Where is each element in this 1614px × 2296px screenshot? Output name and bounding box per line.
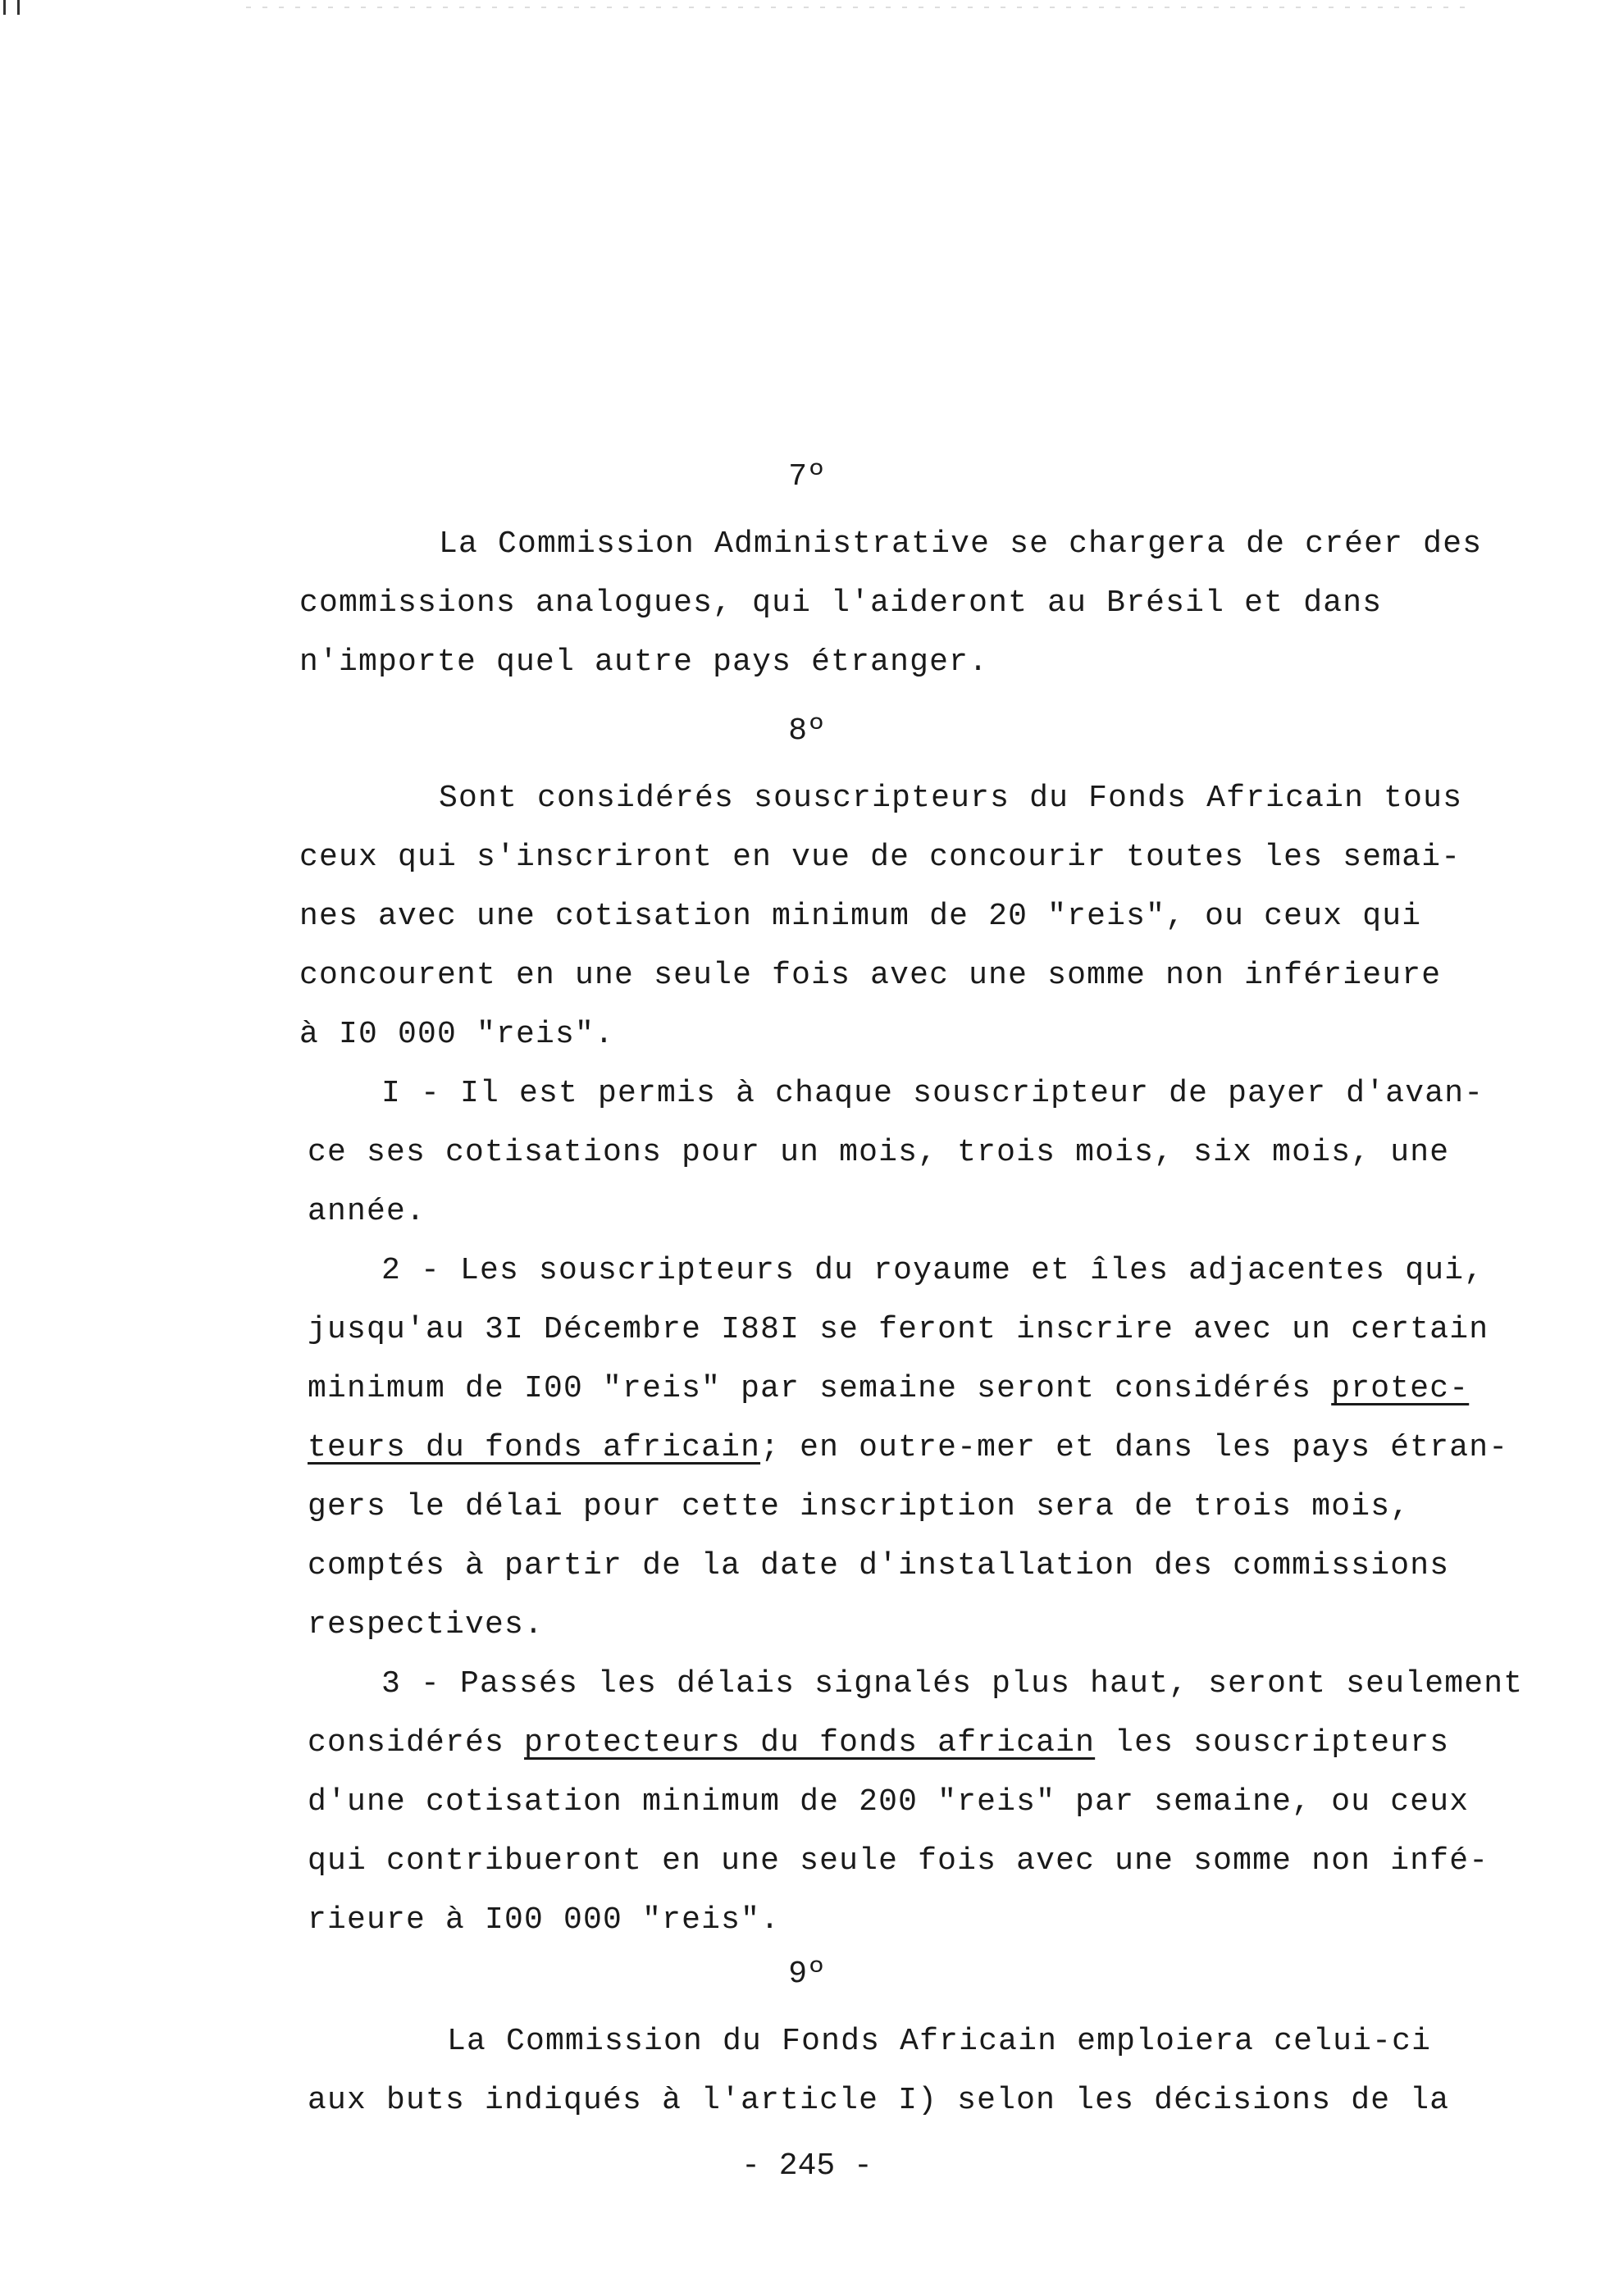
- text-line: [308, 1360, 1508, 1419]
- text-segment: considérés: [308, 1725, 525, 1761]
- text-line: La Commission Administrative se chargera de créer des: [439, 526, 1483, 562]
- text-line: concourent en une seule fois avec une somme non inférieure: [299, 958, 1442, 993]
- paragraph-8: [299, 769, 1462, 1064]
- text-line: gers le délai pour cette inscription sera de trois mois,: [308, 1489, 1411, 1524]
- text-line: I - Il est permis à chaque souscripteur de payer d'avan-: [381, 1076, 1484, 1111]
- text-segment: ; en outre-mer et dans les pays étran-: [760, 1430, 1509, 1465]
- text-line: 2 - Les souscripteurs du royaume et îles adjacentes qui,: [381, 1253, 1484, 1288]
- text-line: respectives.: [308, 1607, 545, 1642]
- text-line: ceux qui s'inscriront en vue de concourir toutes les semai-: [299, 840, 1461, 875]
- scan-noise: [246, 7, 1476, 8]
- underlined-term: protec-: [1331, 1371, 1470, 1406]
- scan-edge-mark: [3, 0, 20, 15]
- text-line: [308, 1419, 1508, 1478]
- text-line: La Commission du Fonds Africain emploiera celui-ci: [447, 2024, 1432, 2059]
- underlined-term: protecteurs du fonds africain: [524, 1725, 1096, 1761]
- text-line: 3 - Passés les délais signalés plus haut, seront seulement: [381, 1666, 1524, 1702]
- section-number-8: 8º: [788, 713, 826, 749]
- text-line: [308, 1714, 1523, 1773]
- text-line: année.: [308, 1194, 426, 1229]
- underlined-term: teurs du fonds africain: [308, 1430, 761, 1465]
- text-line: ce ses cotisations pour un mois, trois mois, six mois, une: [308, 1135, 1450, 1170]
- text-line: à I0 000 "reis".: [299, 1017, 615, 1052]
- text-line: jusqu'au 3I Décembre I88I se feront inscrire avec un certain: [308, 1312, 1489, 1347]
- paragraph-8-item-2: [308, 1241, 1508, 1655]
- paragraph-8-item-1: [308, 1064, 1484, 1241]
- text-segment: les souscripteurs: [1095, 1725, 1450, 1761]
- section-number-7: 7º: [788, 459, 826, 494]
- text-line: Sont considérés souscripteurs du Fonds Africain tous: [439, 781, 1463, 816]
- text-line: aux buts indiqués à l'article I) selon les décisions de la: [308, 2083, 1450, 2118]
- text-segment: minimum de I00 "reis" par semaine seront considérés: [308, 1371, 1332, 1406]
- text-line: rieure à I00 000 "reis".: [308, 1902, 781, 1938]
- text-line: n'importe quel autre pays étranger.: [299, 645, 989, 680]
- text-line: d'une cotisation minimum de 200 "reis" par semaine, ou ceux: [308, 1784, 1470, 1820]
- paragraph-8-item-3: [308, 1655, 1523, 1950]
- paragraph-7: [299, 515, 1482, 692]
- text-line: qui contribueront en une seule fois avec une somme non infé-: [308, 1843, 1489, 1879]
- paragraph-9: [308, 2012, 1449, 2130]
- section-number-9: 9º: [788, 1957, 826, 1992]
- page-number: - 245 -: [741, 2148, 873, 2184]
- text-line: commissions analogues, qui l'aideront au Brésil et dans: [299, 585, 1383, 621]
- text-line: comptés à partir de la date d'installation des commissions: [308, 1548, 1450, 1583]
- text-line: nes avec une cotisation minimum de 20 "reis", ou ceux qui: [299, 899, 1422, 934]
